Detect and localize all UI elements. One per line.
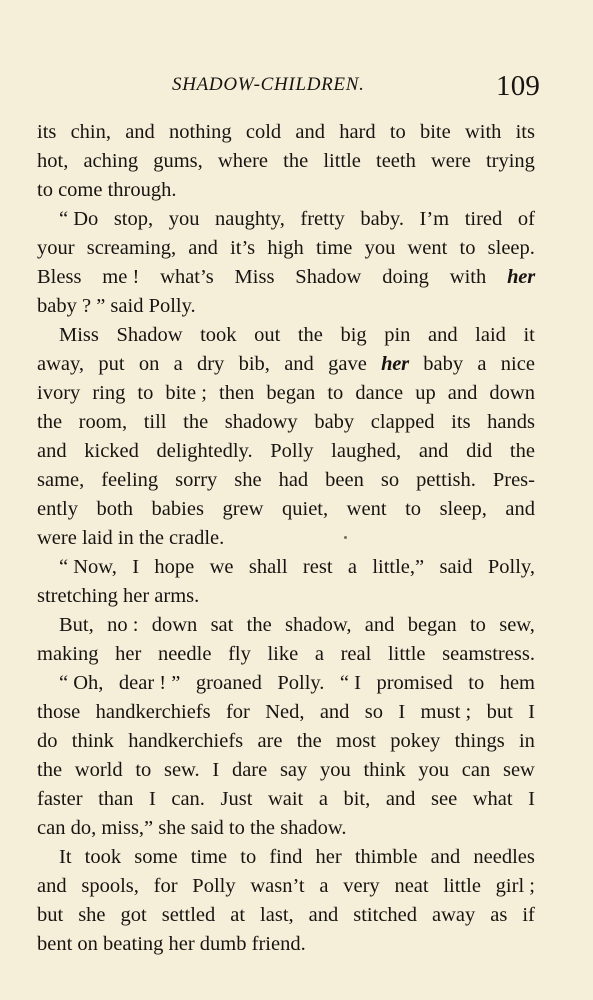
text-word: seamstress.	[442, 643, 535, 665]
text-word: to	[405, 498, 422, 520]
text-word: It	[59, 846, 72, 868]
text-word: to	[327, 382, 344, 404]
text-word: had	[278, 469, 309, 491]
text-word: baby	[423, 353, 464, 375]
text-word: a	[477, 353, 487, 375]
text-word: it	[523, 324, 535, 346]
text-word: Pres-	[492, 469, 535, 491]
text-word: Miss	[234, 266, 275, 288]
text-word: to	[137, 382, 154, 404]
text-word: down	[151, 614, 198, 636]
text-word: bite	[419, 121, 451, 143]
text-word: I’m	[419, 208, 450, 230]
text-word: but	[486, 701, 513, 723]
emphasized-word: her	[507, 266, 535, 288]
text-word: went	[407, 237, 448, 259]
text-line	[37, 176, 535, 205]
text-word: shall	[248, 556, 288, 578]
text-line	[37, 321, 535, 350]
text-word: little	[387, 643, 426, 665]
text-word: I	[398, 701, 406, 723]
text-word: sew,	[499, 614, 535, 636]
text-word: and	[418, 440, 449, 462]
text-word: its	[515, 121, 535, 143]
text-line	[37, 118, 535, 147]
text-line	[37, 205, 535, 234]
text-word: sleep.	[487, 237, 535, 259]
text-word: and	[385, 788, 416, 810]
text-word: and	[284, 353, 314, 375]
text-word: same,	[37, 469, 85, 491]
text-word: and	[364, 614, 395, 636]
text-word: at	[230, 904, 246, 926]
text-word: then	[219, 382, 255, 404]
text-word: wasn’t	[250, 875, 305, 897]
text-word: no :	[107, 614, 139, 636]
text-word: you	[364, 237, 396, 259]
text-word: with	[449, 266, 487, 288]
text-line	[37, 582, 535, 611]
text-word: time	[190, 846, 228, 868]
text-word: the	[296, 730, 322, 752]
text-word: ently	[37, 498, 78, 520]
text-word: babies	[151, 498, 204, 520]
text-word: she	[78, 904, 106, 926]
story-text	[37, 118, 535, 959]
text-word: teeth	[376, 150, 416, 172]
text-word: began	[266, 382, 316, 404]
text-word: nothing	[169, 121, 232, 143]
text-word: little	[443, 875, 481, 897]
text-word: screaming,	[86, 237, 177, 259]
text-word: hope	[154, 556, 195, 578]
text-word: the	[246, 614, 272, 636]
text-line	[37, 930, 535, 959]
text-word: making	[37, 643, 99, 665]
text-line	[37, 611, 535, 640]
text-word: the	[509, 440, 535, 462]
text-word: aching	[83, 150, 139, 172]
text-word: sat	[210, 614, 234, 636]
text-word: I	[528, 701, 535, 723]
running-header	[0, 70, 593, 104]
text-word: gave	[328, 353, 367, 375]
text-line	[37, 843, 535, 872]
text-word: do	[37, 730, 58, 752]
text-word: high	[267, 237, 304, 259]
text-word: and	[295, 121, 325, 143]
text-word: ring	[92, 382, 126, 404]
text-word: went	[346, 498, 387, 520]
text-word: sleep,	[439, 498, 487, 520]
text-word: hot,	[37, 150, 69, 172]
text-word: laid	[475, 324, 506, 346]
text-word: wait	[267, 788, 304, 810]
text-word: clapped	[370, 411, 435, 433]
text-line	[37, 437, 535, 466]
text-word: stop,	[113, 208, 154, 230]
text-word: a	[314, 643, 324, 665]
text-word: put	[98, 353, 125, 375]
text-word: were	[430, 150, 471, 172]
text-word: gums,	[153, 150, 203, 172]
text-word: you	[418, 759, 450, 781]
text-word: to	[389, 121, 406, 143]
chapter-running-title: SHADOW-CHILDREN.	[172, 74, 365, 95]
text-word: got	[120, 904, 147, 926]
text-word: think	[71, 730, 114, 752]
text-word: both	[96, 498, 133, 520]
text-word: and	[447, 382, 478, 404]
text-word: took	[84, 846, 122, 868]
text-word: I	[212, 759, 220, 781]
text-word: very	[343, 875, 380, 897]
text-word: and	[308, 904, 339, 926]
text-word: to	[459, 237, 476, 259]
text-word: things	[454, 730, 505, 752]
text-word: your	[37, 237, 75, 259]
text-word: stretching her arms.	[37, 585, 200, 607]
text-word: I	[528, 788, 535, 810]
text-word: the	[37, 411, 63, 433]
text-line	[37, 524, 535, 553]
text-word: shadow,	[285, 614, 352, 636]
text-word: stitched	[353, 904, 418, 926]
text-line	[37, 785, 535, 814]
text-word: the	[183, 411, 209, 433]
text-word: laughed,	[331, 440, 402, 462]
text-word: think	[363, 759, 406, 781]
text-word: groaned	[195, 672, 262, 694]
text-word: “ I	[339, 672, 361, 694]
text-word: dance	[355, 382, 404, 404]
text-word: hem	[499, 672, 535, 694]
text-word: you	[168, 208, 200, 230]
text-word: but	[37, 904, 64, 926]
text-word: and	[505, 498, 535, 520]
text-word: and	[37, 875, 67, 897]
text-word: rest	[302, 556, 333, 578]
text-word: Shadow	[295, 266, 362, 288]
text-word: promised	[376, 672, 453, 694]
text-line	[37, 553, 535, 582]
text-word: sorry	[175, 469, 218, 491]
text-word: of	[517, 208, 535, 230]
text-word: its	[37, 121, 57, 143]
text-word: it’s	[230, 237, 256, 259]
text-word: down	[489, 382, 535, 404]
text-word: bit,	[343, 788, 371, 810]
text-word: world	[74, 759, 123, 781]
text-word: can do, miss,” she said to the shadow.	[37, 817, 347, 839]
text-word: a	[347, 556, 357, 578]
text-word: bent on beating her dumb friend.	[37, 933, 306, 955]
text-word: Shadow	[116, 324, 183, 346]
text-word: faster	[37, 788, 83, 810]
emphasized-word: her	[381, 353, 409, 375]
text-word: most	[336, 730, 376, 752]
text-word: did	[466, 440, 493, 462]
text-word: “ Do	[59, 208, 99, 230]
text-line	[37, 379, 535, 408]
text-word: were laid in the cradle.	[37, 527, 225, 549]
text-word: pettish.	[416, 469, 476, 491]
text-word: trying	[485, 150, 535, 172]
text-word: neat	[394, 875, 429, 897]
text-word: doing	[382, 266, 429, 288]
text-word: dry	[196, 353, 225, 375]
text-word: handkerchiefs	[95, 701, 211, 723]
text-line	[37, 350, 535, 379]
text-word: feeling	[101, 469, 159, 491]
text-word: her	[115, 643, 142, 665]
text-word: as	[490, 904, 508, 926]
page-number: 109	[496, 70, 541, 102]
text-word: began	[407, 614, 457, 636]
text-word: and	[125, 121, 155, 143]
text-word: dear ! ”	[118, 672, 181, 694]
text-word: fretty	[300, 208, 345, 230]
text-word: with	[464, 121, 502, 143]
text-line	[37, 147, 535, 176]
text-word: girl ;	[495, 875, 535, 897]
text-word: room,	[78, 411, 128, 433]
text-word: she	[234, 469, 262, 491]
text-word: took	[200, 324, 237, 346]
text-word: time	[315, 237, 353, 259]
text-word: chin,	[70, 121, 111, 143]
text-word: baby ? ” said Polly.	[37, 295, 196, 317]
text-line	[37, 727, 535, 756]
text-word: to come through.	[37, 179, 177, 201]
text-word: little,”	[372, 556, 425, 578]
text-word: Polly.	[277, 672, 325, 694]
text-word: “ Oh,	[59, 672, 104, 694]
text-word: on	[138, 353, 160, 375]
text-word: bite ;	[165, 382, 207, 404]
text-word: and	[430, 846, 461, 868]
text-line	[37, 872, 535, 901]
text-word: for	[153, 875, 178, 897]
text-word: in	[518, 730, 535, 752]
text-word: the	[297, 324, 323, 346]
text-word: and	[428, 324, 458, 346]
text-word: those	[37, 701, 81, 723]
text-word: settled	[161, 904, 216, 926]
text-word: tired	[464, 208, 503, 230]
text-word: see	[431, 788, 458, 810]
text-word: “ Now,	[59, 556, 117, 578]
text-word: and	[319, 701, 350, 723]
text-word: what	[472, 788, 513, 810]
text-line	[37, 495, 535, 524]
text-word: so	[380, 469, 400, 491]
text-line	[37, 292, 535, 321]
text-word: than	[98, 788, 134, 810]
text-word: But,	[59, 614, 94, 636]
text-line	[37, 234, 535, 263]
text-word: big	[340, 324, 367, 346]
text-word: bib,	[238, 353, 270, 375]
text-word: to	[135, 759, 152, 781]
text-word: hands	[487, 411, 535, 433]
text-word: up	[415, 382, 436, 404]
text-word: to	[240, 846, 257, 868]
text-word: you	[319, 759, 351, 781]
text-word: can.	[171, 788, 205, 810]
text-word: and	[188, 237, 218, 259]
text-word: say	[279, 759, 308, 781]
text-word: a	[173, 353, 183, 375]
text-word: naughty,	[214, 208, 285, 230]
text-word: her	[315, 846, 342, 868]
text-word: me !	[102, 266, 140, 288]
text-word: said	[439, 556, 473, 578]
text-line	[37, 814, 535, 843]
text-word: Polly	[270, 440, 314, 462]
text-word: what’s	[160, 266, 214, 288]
text-word: cold	[245, 121, 282, 143]
text-word: away,	[37, 353, 85, 375]
text-word: the	[37, 759, 63, 781]
text-word: must ;	[420, 701, 472, 723]
text-word: pokey	[390, 730, 441, 752]
text-word: Bless	[37, 266, 82, 288]
text-word: I	[132, 556, 140, 578]
text-word: last,	[260, 904, 294, 926]
text-word: dare	[231, 759, 268, 781]
text-line	[37, 901, 535, 930]
text-word: nice	[500, 353, 535, 375]
text-word: I	[148, 788, 156, 810]
text-word: out	[254, 324, 281, 346]
text-word: the	[283, 150, 309, 172]
text-word: baby.	[360, 208, 404, 230]
text-word: Polly	[192, 875, 236, 897]
text-word: to	[468, 672, 485, 694]
text-word: kicked	[84, 440, 139, 462]
text-word: like	[267, 643, 299, 665]
text-word: fly	[228, 643, 251, 665]
text-word: can	[461, 759, 491, 781]
text-line	[37, 466, 535, 495]
text-word: thimble	[354, 846, 418, 868]
text-word: been	[325, 469, 364, 491]
text-word: quiet,	[282, 498, 329, 520]
text-word: shadowy	[224, 411, 298, 433]
text-word: if	[522, 904, 535, 926]
text-word: Ned,	[265, 701, 305, 723]
text-word: a	[319, 875, 329, 897]
text-word: pin	[384, 324, 411, 346]
text-word: a	[318, 788, 328, 810]
text-word: baby	[314, 411, 355, 433]
text-word: Miss	[59, 324, 99, 346]
text-word: sew.	[163, 759, 200, 781]
text-word: so	[364, 701, 384, 723]
text-line	[37, 640, 535, 669]
text-word: and	[37, 440, 67, 462]
text-word: delightedly.	[156, 440, 253, 462]
text-word: its	[451, 411, 471, 433]
text-line	[37, 698, 535, 727]
text-word: ivory	[37, 382, 81, 404]
print-speck	[344, 536, 347, 539]
text-word: to	[469, 614, 486, 636]
text-word: Just	[220, 788, 253, 810]
text-word: till	[143, 411, 167, 433]
text-word: needles	[473, 846, 535, 868]
text-word: we	[209, 556, 234, 578]
text-word: handkerchiefs	[128, 730, 244, 752]
text-line	[37, 408, 535, 437]
text-word: little	[323, 150, 361, 172]
text-word: are	[257, 730, 283, 752]
text-line	[37, 756, 535, 785]
text-word: real	[340, 643, 372, 665]
text-word: grew	[222, 498, 264, 520]
text-word: away	[432, 904, 476, 926]
text-word: where	[217, 150, 269, 172]
text-word: some	[134, 846, 178, 868]
text-word: for	[225, 701, 250, 723]
text-word: find	[269, 846, 303, 868]
text-word: sew	[502, 759, 535, 781]
text-word: Polly,	[487, 556, 535, 578]
text-word: hard	[339, 121, 376, 143]
text-line	[37, 263, 535, 292]
text-word: needle	[157, 643, 212, 665]
text-word: spools,	[81, 875, 139, 897]
text-line	[37, 669, 535, 698]
